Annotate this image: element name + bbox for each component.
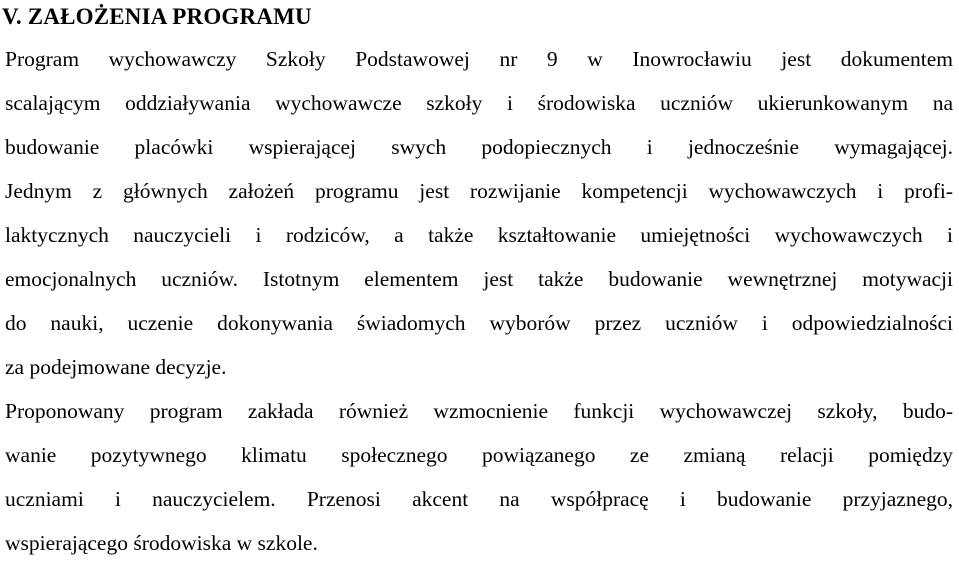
paragraph-line: do nauki, uczenie dokonywania świadomych wyborów przez uczniów i odpowiedzialności [5,311,953,335]
paragraph-line: za podejmowane decyzje. [5,355,227,379]
paragraph-line: scalającym oddziaływania wychowawcze szkoły i środowiska uczniów ukierunkowanym na [5,91,953,115]
paragraph-line: Jednym z głównych założeń programu jest rozwijanie kompetencji wychowawczych i profi- [5,179,953,203]
paragraph-line: wanie pozytywnego klimatu społecznego powiązanego ze zmianą relacji pomiędzy [5,443,953,467]
paragraph-line: emocjonalnych uczniów. Istotnym elementem jest także budowanie wewnętrznej motywacji [5,267,953,291]
section-heading: V. ZAŁOŻENIA PROGRAMU [2,4,312,29]
paragraph-line: wspierającego środowiska w szkole. [5,531,318,555]
paragraph-line: budowanie placówki wspierającej swych podopiecznych i jednocześnie wymagającej. [5,135,953,159]
paragraph-line: uczniami i nauczycielem. Przenosi akcent na współpracę i budowanie przyjaznego, [5,487,953,511]
paragraph-line: Program wychowawczy Szkoły Podstawowej nr 9 w Inowrocławiu jest dokumentem [5,47,953,71]
paragraph-line: laktycznych nauczycieli i rodziców, a także kształtowanie umiejętności wychowawczych i [5,223,953,247]
paragraph-line: Proponowany program zakłada również wzmocnienie funkcji wychowawczej szkoły, budo- [5,399,953,423]
